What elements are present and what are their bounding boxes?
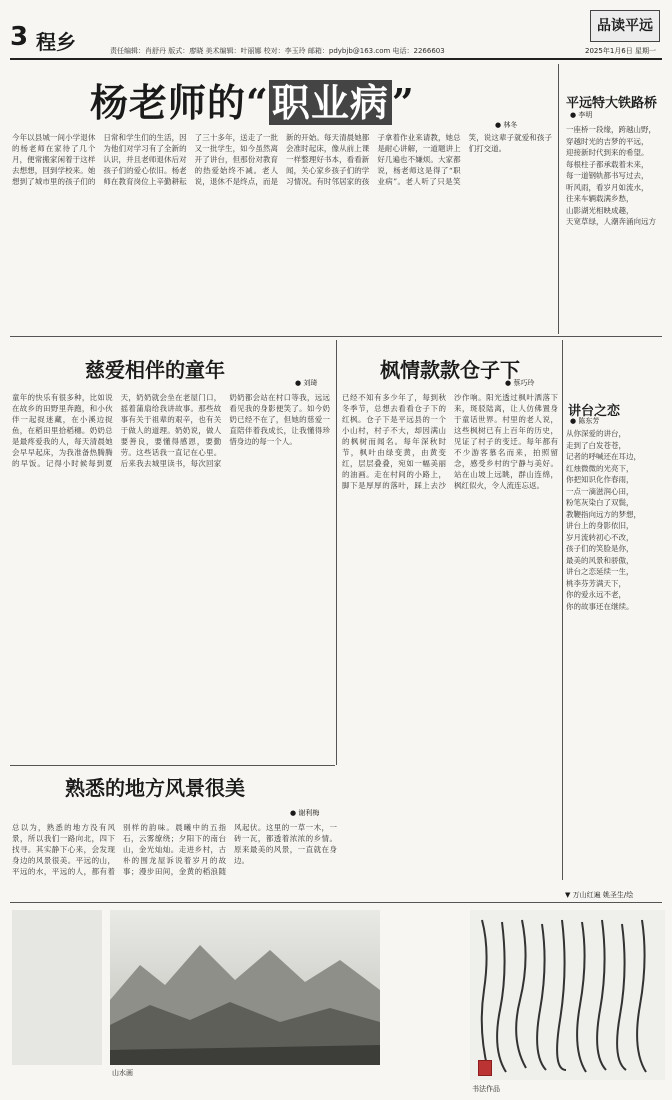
left-article-author: ● 刘琦: [295, 379, 318, 387]
headline-prefix: 杨老师的“: [90, 80, 269, 125]
bottom-article-body: 总以为，熟悉的地方没有风景，所以我们一路向北，四下找寻。其实静下心来，会发现身边的风景很美。平远的山，平远的水，平远的人，都有着别样的韵味。晨曦中的五指石，云雾缭绕；夕阳下的南台山，金光灿灿。走进乡村，古朴的围龙屋诉说着岁月的故事；漫步田间，金黄的稻浪随风起伏。这里的一草一木，一砖一瓦，都透着浓浓的乡情。原来最美的风景，一直就在身边。: [12, 823, 337, 876]
sidebar-poem-title: 平远特大铁路桥: [566, 96, 658, 111]
sidebar2-poem: 从你深爱的讲台， 走到了白发苍苍， 记者的呼喊还在耳边， 红烛微微的光亮下， 你把知识化作春雨， 一点一滴滋润心田， 粉笔灰染白了双鬓， 教鞭指向远方的梦想， 讲台上的身影依旧， 岁月流转初心不改， 孩子们的笑脸是你， 最美的风景和骄傲， 讲台之恋延续一生， 桃李芬芳满天下， 你的爱永远不老， 你的故事还在继续。: [566, 429, 641, 611]
sidebar2-author: ● 陈东芳: [570, 417, 600, 425]
image-rule: [10, 902, 662, 903]
sidebar-poem-body: 一座桥一段缘，跨越山野， 穿越时光的吉梦的平远， 迎接新时代到来的希望。 每根柱子都承载着未来， 每一道钢轨都书写过去， 听风雨，看岁月如流水， 往来车辆载满乡愁， 山影湖光相映成趣， 天宽草绿，人潮奔涌向远方: [566, 125, 656, 226]
right-article-title: 枫情款款仓子下: [380, 358, 520, 382]
column-divider: [336, 340, 337, 765]
sidebar-poem-author: ● 李明: [570, 111, 593, 119]
sidebar2-title: 讲台之恋: [568, 404, 621, 419]
mountain-landscape-image: [110, 910, 380, 1065]
landscape-painting: [110, 910, 380, 1065]
right-article-author: ● 蔡巧玲: [505, 379, 535, 387]
brand-logo: 品读平远: [590, 10, 660, 42]
calligraphy-artwork: [470, 910, 665, 1080]
issue-date: 2025年1月6日 星期一: [585, 47, 656, 55]
page-number: 3: [10, 22, 29, 52]
section-title: 程乡: [36, 30, 76, 54]
main-headline: [90, 72, 415, 127]
section-rule: [10, 336, 662, 337]
image-caption: ▼ 万山红遍 姚圣生/绘: [565, 891, 634, 899]
calligraphy-image: [470, 910, 665, 1080]
editorial-info: 责任编辑：肖舒丹 版式：廖晓 美术编辑：叶丽娜 校对：李玉玲 邮箱：pdybjb@163.com 电话：2266603: [110, 47, 445, 55]
right-article-body: 已经不知有多少年了，每到秋冬季节，总想去看看仓子下的红枫。仓子下是平远县的一个小山村，村子不大，却因满山的枫树而闻名。每年深秋时节，枫叶由绿变黄，由黄变红，层层叠叠，宛如一幅美丽的油画。走在村间的小路上，脚下是厚厚的落叶，踩上去沙沙作响。阳光透过枫叶洒落下来，斑驳陆离，让人仿佛置身于童话世界。村里的老人说，这些枫树已有上百年的历史，见证了村子的变迁。每年都有不少游客慕名而来，拍照留念，感受乡村的宁静与美好。站在山坡上远眺，群山连绵，枫红似火，令人流连忘返。: [342, 393, 558, 490]
calligraphy-label: 书法作品: [472, 1085, 500, 1093]
header-rule: [10, 58, 662, 60]
headline-highlight: 职业病: [269, 80, 392, 125]
headline-suffix: ”: [391, 80, 415, 125]
painting-label: 山水画: [112, 1069, 133, 1077]
sidebar-divider: [558, 64, 559, 334]
main-byline: ● 林冬: [495, 121, 518, 129]
left-article-title: 慈爱相伴的童年: [85, 358, 225, 382]
left-article-body: 童年的快乐有很多种，比如说在故乡的田野里奔跑，和小伙伴一起捉迷藏，在小溪边捉鱼，在稻田里拾稻穗。奶奶总是最疼爱我的人，每天清晨她会早早起床，为我准备热腾腾的早饭。记得小时候每到夏天，奶奶就会坐在老屋门口，摇着蒲扇给我讲故事。那些故事有关于祖辈的艰辛，也有关于做人的道理。奶奶说，做人要善良，要懂得感恩，要勤劳。这些话我一直记在心里。后来我去城里读书，每次回家奶奶都会站在村口等我，远远看见我的身影便笑了。如今奶奶已经不在了，但她的慈爱一直陪伴着我成长，让我懂得珍惜身边的每一个人。: [12, 393, 330, 468]
bottom-section-rule: [10, 765, 335, 766]
painting-inscription-panel: [12, 910, 102, 1065]
sidebar-divider-2: [562, 340, 563, 880]
red-seal-stamp: [478, 1060, 492, 1076]
bottom-article-author: ● 谢利梅: [290, 809, 320, 817]
bottom-article-title: 熟悉的地方风景很美: [65, 776, 245, 800]
main-article-body: 今年以县城一间小学退休的杨老师在家待了几个月，便常搬家闲着于这样去想想，回到学校来。她想到了城市里的孩子们的日常和学生们的生活，因为他们对学习有了全新的认识，并且老师退休后对孩子们的爱心依旧。杨老师在教育岗位上辛勤耕耘了三十多年，送走了一批又一批学生，如今虽然离开了讲台，但那份对教育的热爱始终不减。老人说，退休不是终点，而是新的开始。每天清晨她都会准时起床，像从前上课一样整理好书本，看看新闻，关心家乡孩子们的学习情况。有时邻居家的孩子拿着作业来请教，她总是耐心讲解，一道题讲上好几遍也不嫌烦。大家都说，杨老师这是得了“职业病”。老人听了只是笑笑，说这辈子就爱和孩子们打交道。: [12, 133, 552, 186]
